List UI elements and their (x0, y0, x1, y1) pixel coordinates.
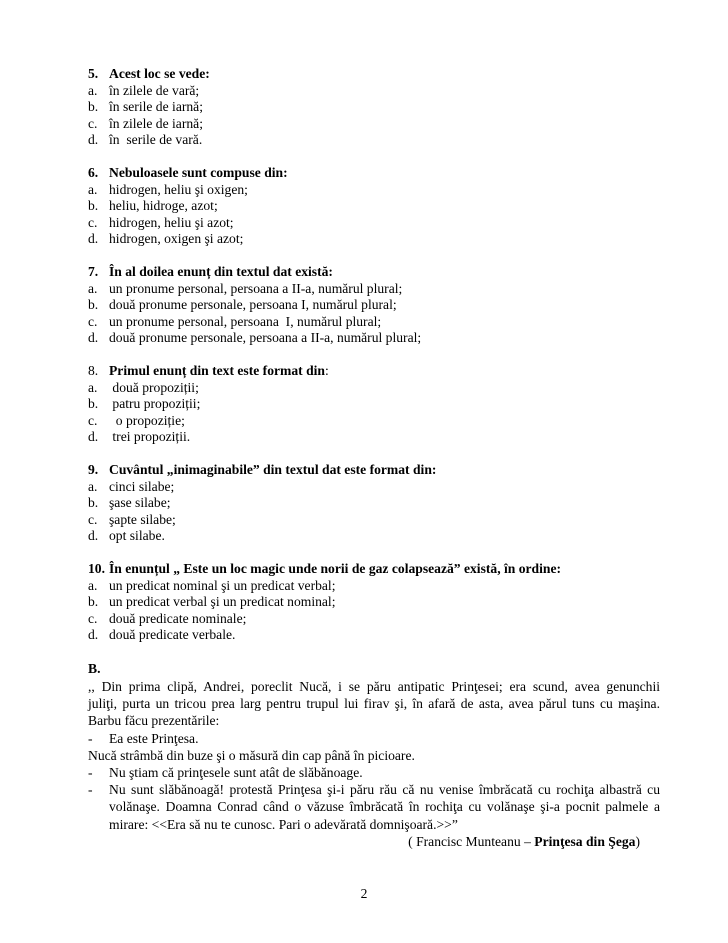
dialogue-text-line: volănaşe. Doamna Conrad când o văzuse îmbrăcată în rochiţa cu volănaşe şi-a pocnit palmele a (109, 799, 660, 815)
excerpt-line: Barbu făcu prezentările: (88, 713, 220, 729)
answer-option (88, 231, 660, 248)
answer-option (88, 99, 660, 116)
answer-option (88, 594, 660, 611)
option-text: heliu, hidroge, azot; (109, 198, 218, 213)
option-text: şase silabe; (109, 495, 171, 510)
answer-option (88, 528, 660, 545)
option-text: două pronume personale, persoana I, numărul plural; (109, 297, 397, 312)
option-letter: a. (88, 478, 98, 494)
option-text: un pronume personal, persoana I, numărul plural; (109, 313, 382, 329)
option-letter: d. (88, 330, 99, 345)
answer-option (88, 297, 660, 314)
dialogue-dash: - (88, 730, 93, 746)
excerpt-line: ,, Din prima clipă, Andrei, poreclit Nucă, i se păru antipatic Prinţesei; era scund, avea genunchii (88, 679, 660, 694)
page-number: 2 (360, 886, 368, 901)
question-title (88, 462, 660, 479)
option-letter: c. (88, 313, 98, 329)
dialogue-dash: - (88, 764, 93, 780)
answer-option (88, 182, 660, 199)
answer-option (88, 198, 660, 215)
dialogue-text: Ea este Prinţesa. (109, 730, 199, 746)
questions-list (88, 66, 660, 644)
question-number: 5. (88, 66, 99, 81)
option-text: în serile de vară. (109, 132, 203, 147)
option-text: o propoziție; (109, 412, 185, 428)
option-text: două predicate nominale; (109, 610, 247, 626)
source-author: ( Francisc Munteanu – (408, 833, 535, 849)
question-number: 6. (88, 165, 99, 180)
dialogue-line (88, 764, 660, 781)
source-close: ) (635, 833, 640, 849)
option-letter: b. (88, 495, 99, 510)
question-number: 10. (88, 561, 105, 576)
answer-option (88, 314, 660, 331)
option-letter: b. (88, 198, 99, 213)
option-letter: b. (88, 99, 99, 114)
option-text: două predicate verbale. (109, 627, 236, 642)
option-text: în serile de iarnă; (109, 99, 203, 114)
dialogue-dash: - (88, 782, 93, 798)
answer-option (88, 396, 660, 413)
option-text: trei propoziții. (109, 429, 191, 444)
answer-option (88, 627, 660, 644)
question-text: Acest loc se vede: (109, 66, 210, 81)
source-title: Prinţesa din Şega (534, 833, 636, 849)
question-title (88, 561, 660, 578)
option-text: şapte silabe; (109, 511, 176, 527)
option-letter: c. (88, 511, 98, 527)
question-title (88, 363, 660, 380)
option-text: în zilele de vară; (109, 82, 200, 98)
answer-option (88, 83, 660, 100)
section-b-heading: B. (88, 661, 101, 676)
answer-option (88, 132, 660, 149)
option-text: opt silabe. (109, 528, 165, 543)
option-letter: c. (88, 115, 98, 131)
option-letter: a. (88, 181, 98, 197)
question-block (88, 363, 660, 446)
narration-line (88, 747, 660, 764)
option-text: hidrogen, heliu şi azot; (109, 214, 234, 230)
answer-option (88, 611, 660, 628)
question-number: 8. (88, 363, 99, 378)
dialogue-line (88, 730, 660, 747)
option-letter: a. (88, 82, 98, 98)
question-text: Nebuloasele sunt compuse din: (109, 165, 288, 180)
option-letter: a. (88, 379, 98, 395)
answer-option (88, 413, 660, 430)
option-text: un predicat verbal şi un predicat nominal; (109, 594, 336, 609)
answer-option (88, 281, 660, 298)
option-text: hidrogen, oxigen şi azot; (109, 231, 244, 246)
option-letter: a. (88, 577, 98, 593)
question-suffix: : (324, 363, 329, 378)
question-text: Primul enunț din text este format din (109, 363, 325, 378)
option-text: două pronume personale, persoana a II-a, numărul plural; (109, 330, 422, 345)
option-text: un pronume personal, persoana a II-a, numărul plural; (109, 280, 403, 296)
option-letter: d. (88, 429, 99, 444)
question-number: 7. (88, 264, 99, 279)
question-block (88, 165, 660, 248)
answer-option (88, 116, 660, 133)
option-text: un predicat nominal şi un predicat verbal; (109, 577, 336, 593)
option-letter: a. (88, 280, 98, 296)
document-page (88, 66, 660, 850)
option-letter: b. (88, 594, 99, 609)
dialogue-text-line: mirare: <<Era să nu te cunosc. Pari o adevărată domnişoară.>>” (109, 816, 458, 832)
option-letter: c. (88, 214, 98, 230)
excerpt-paragraph (88, 678, 660, 730)
option-letter: d. (88, 528, 99, 543)
dialogue-text-line: Nu sunt slăbănoagă! protestă Prinţesa şi-i păru rău că nu venise îmbrăcată cu rochiţa albastră cu (109, 782, 660, 798)
option-text: cinci silabe; (109, 478, 175, 494)
question-block (88, 66, 660, 149)
question-text: În al doilea enunț din textul dat există: (109, 264, 333, 279)
question-block (88, 561, 660, 644)
excerpt-line: juliţi, purta un tricou prea larg pentru trupul lui firav şi, în afară de asta, avea părul tuns cu maşina. (88, 696, 660, 712)
dialogue-text: Nu ştiam că prinţesele sunt atât de slăbănoage. (109, 764, 363, 780)
option-letter: b. (88, 396, 99, 411)
answer-option (88, 429, 660, 446)
dialogue-line (88, 781, 660, 833)
answer-option (88, 215, 660, 232)
option-letter: d. (88, 132, 99, 147)
narration-text: Nucă strâmbă din buze şi o măsură din cap până în picioare. (88, 747, 415, 763)
option-text: în zilele de iarnă; (109, 115, 203, 131)
option-letter: c. (88, 610, 98, 626)
option-letter: b. (88, 297, 99, 312)
question-number: 9. (88, 462, 99, 477)
option-text: patru propoziții; (109, 396, 201, 411)
question-text: În enunțul „ Este un loc magic unde norii de gaz colapsează” există, în ordine: (109, 561, 562, 576)
answer-option (88, 512, 660, 529)
option-letter: c. (88, 412, 98, 428)
source-citation (88, 833, 660, 850)
question-block (88, 264, 660, 347)
answer-option (88, 578, 660, 595)
section-b (88, 660, 660, 850)
option-text: două propoziții; (109, 379, 199, 395)
answer-option (88, 380, 660, 397)
answer-option (88, 330, 660, 347)
question-title (88, 264, 660, 281)
question-title (88, 165, 660, 182)
answer-option (88, 479, 660, 496)
question-title (88, 66, 660, 83)
option-letter: d. (88, 627, 99, 642)
answer-option (88, 495, 660, 512)
option-letter: d. (88, 231, 99, 246)
option-text: hidrogen, heliu şi oxigen; (109, 181, 248, 197)
question-block (88, 462, 660, 545)
dialogue-text-block (109, 781, 660, 833)
question-text: Cuvântul „inimaginabile” din textul dat este format din: (109, 462, 437, 477)
